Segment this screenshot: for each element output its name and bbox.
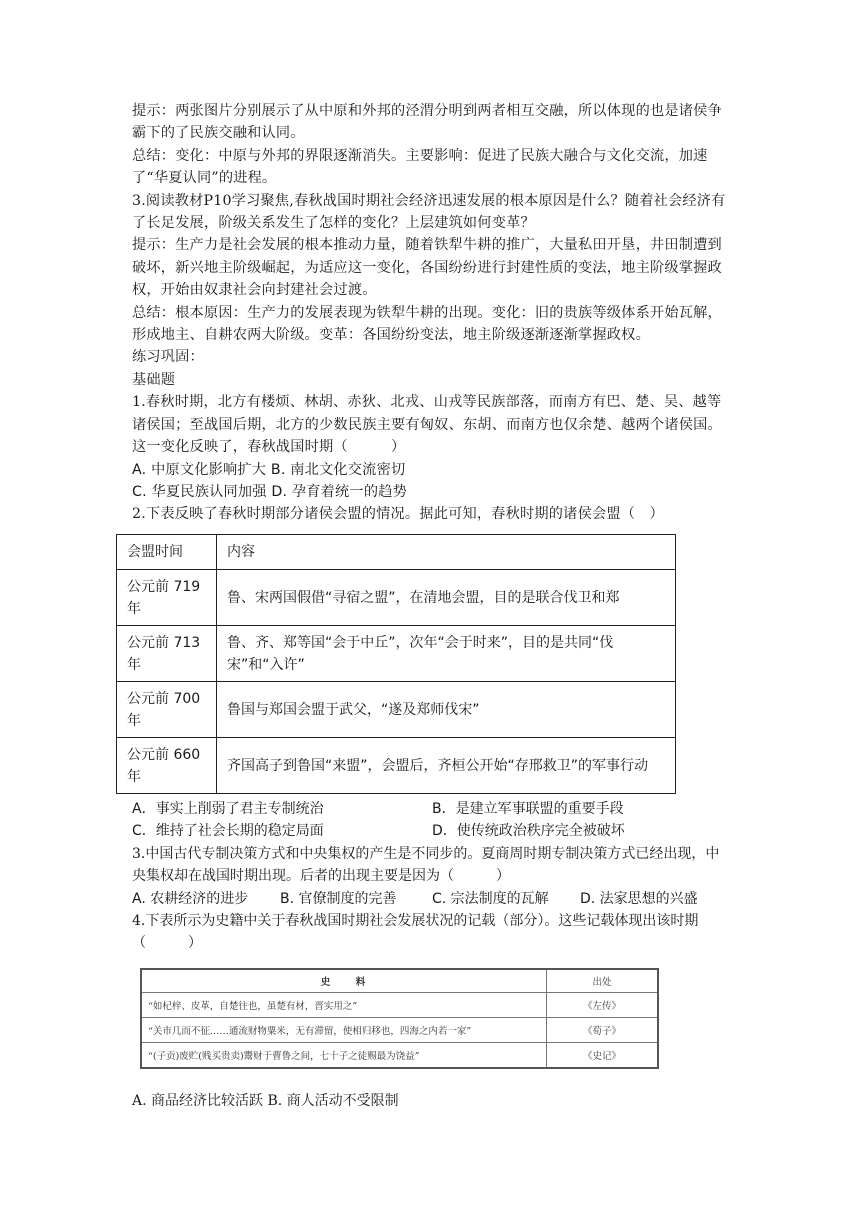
- option-c: C. 宗法制度的瓦解: [432, 891, 549, 907]
- option-b: B. 官僚制度的完善: [280, 891, 397, 907]
- question-3-options: [132, 888, 732, 910]
- document-body: [132, 100, 732, 526]
- table-cell-time: 公元前 660 年: [117, 738, 217, 794]
- option-d: D. 法家思想的兴盛: [580, 891, 698, 907]
- table-cell-content: 鲁国与郑国会盟于武父，“遂及郑师伐宋”: [217, 682, 676, 738]
- option-b: B．是建立军事联盟的重要手段: [432, 801, 624, 817]
- table-cell-source: 《左传》: [582, 1001, 621, 1012]
- table-header-source-text: 史 料: [142, 970, 547, 992]
- option-a: A．事实上削弱了君主专制统治: [132, 801, 324, 817]
- question-4: 4.下表所示为史籍中关于春秋战国时期社会发展状况的记载（部分）。这些记载体现出该时期（ ）: [132, 913, 699, 952]
- table-header-row: [142, 970, 657, 992]
- table-row: [117, 626, 676, 682]
- table-cell-content: 鲁、齐、郑等国“会于中丘”，次年“会于时来”，目的是共同“伐宋”和“入许”: [217, 626, 676, 682]
- question-2: 2.下表反映了春秋时期部分诸侯会盟的情况。据此可知，春秋时期的诸侯会盟（ ）: [132, 506, 664, 523]
- summary-paragraph-1: 总结：变化：中原与外邦的界限逐渐消失。主要影响：促进了民族大融合与文化交流，加速了“华夏认同”的进程。: [132, 147, 708, 187]
- table-row: [117, 682, 676, 738]
- alliance-table: [116, 534, 676, 794]
- table-cell-content: 齐国高子到鲁国“来盟”，会盟后，齐桓公开始“存邢救卫”的军事行动: [217, 738, 676, 794]
- table-row: [142, 1042, 657, 1067]
- table-cell-content: 鲁、宋两国假借“寻宿之盟”，在清地会盟，目的是联合伐卫和郑: [217, 570, 676, 626]
- table-header-content: 内容: [217, 535, 676, 570]
- question-3: 3.中国古代专制决策方式和中央集权的产生是不同步的。夏商周时期专制决策方式已经出现，中央集权却在战国时期出现。后者的出现主要是因为（ ）: [132, 846, 720, 885]
- table-cell-quote: “(子贡)废贮(贱买贵卖)鬻财于曹鲁之间，七十子之徒赐最为饶益”: [142, 1043, 547, 1067]
- option-a: A. 农耕经济的进步: [132, 891, 249, 907]
- question-2-options: [132, 798, 732, 843]
- table-cell-quote: “如杞梓、皮革，自楚往也，虽楚有材，晋实用之”: [142, 993, 547, 1017]
- table-cell-source: 《荀子》: [582, 1026, 621, 1037]
- hint-paragraph-1: 提示：两张图片分别展示了从中原和外邦的泾渭分明到两者相互交融，所以体现的也是诸侯争霸下的了民族交融和认同。: [132, 103, 722, 142]
- basic-heading: 基础题: [132, 371, 176, 388]
- table-cell-time: 公元前 719 年: [117, 570, 217, 626]
- table-cell-quote: “关市几而不征……通流财物粟米，无有滞留，使相归移也，四海之内若一家”: [142, 1018, 547, 1042]
- question-4-options: A. 商品经济比较活跃 B. 商人活动不受限制: [132, 1093, 399, 1109]
- summary-paragraph-2: 总结：根本原因：生产力的发展表现为铁犁牛耕的出现。变化：旧的贵族等级体系开始瓦解，形成地主、自耕农两大阶级。变革：各国纷纷变法，地主阶级逐渐逐渐掌握政权。: [132, 304, 722, 344]
- option-d: D．使传统政治秩序完全被破坏: [432, 823, 625, 840]
- table-row: [142, 1017, 657, 1042]
- question-1-options-ab: A. 中原文化影响扩大 B. 南北文化交流密切: [132, 461, 406, 478]
- question-1: 1.春秋时期，北方有楼烦、林胡、赤狄、北戎、山戎等民族部落，而南方有巴、楚、吴、越等诸侯国；至战国后期，北方的少数民族主要有匈奴、东胡、而南方也仅余楚、越两个诸侯国。这一变化反映了，春秋战国时期（ ）: [132, 394, 722, 456]
- question-1-options-cd: C. 华夏民族认同加强 D. 孕育着统一的趋势: [132, 483, 407, 500]
- table-header-time: 会盟时间: [117, 535, 217, 570]
- hint-paragraph-2: 提示：生产力是社会发展的根本推动力量，随着铁犁牛耕的推广，大量私田开垦，井田制遭到破坏，新兴地主阶级崛起，为适应这一变化，各国纷纷进行封建性质的变法，地主阶级掌握政权，开始由奴隶社会向封建社会过渡。: [132, 237, 722, 299]
- option-c: C．维持了社会长期的稳定局面: [132, 823, 324, 840]
- table-cell-source: 《史记》: [582, 1051, 621, 1062]
- historical-records-table: [140, 968, 659, 1069]
- table-cell-time: 公元前 700 年: [117, 682, 217, 738]
- practice-heading: 练习巩固：: [132, 349, 204, 366]
- table-row: [117, 738, 676, 794]
- table-row: [142, 992, 657, 1017]
- table-row: [117, 570, 676, 626]
- table-header-origin: 出处: [592, 977, 612, 988]
- question-3-reading: 3.阅读教材P10学习聚焦,春秋战国时期社会经济迅速发展的根本原因是什么？随着社会经济有了长足发展，阶级关系发生了怎样的变化？上层建筑如何变革？: [132, 192, 726, 232]
- table-cell-time: 公元前 713 年: [117, 626, 217, 682]
